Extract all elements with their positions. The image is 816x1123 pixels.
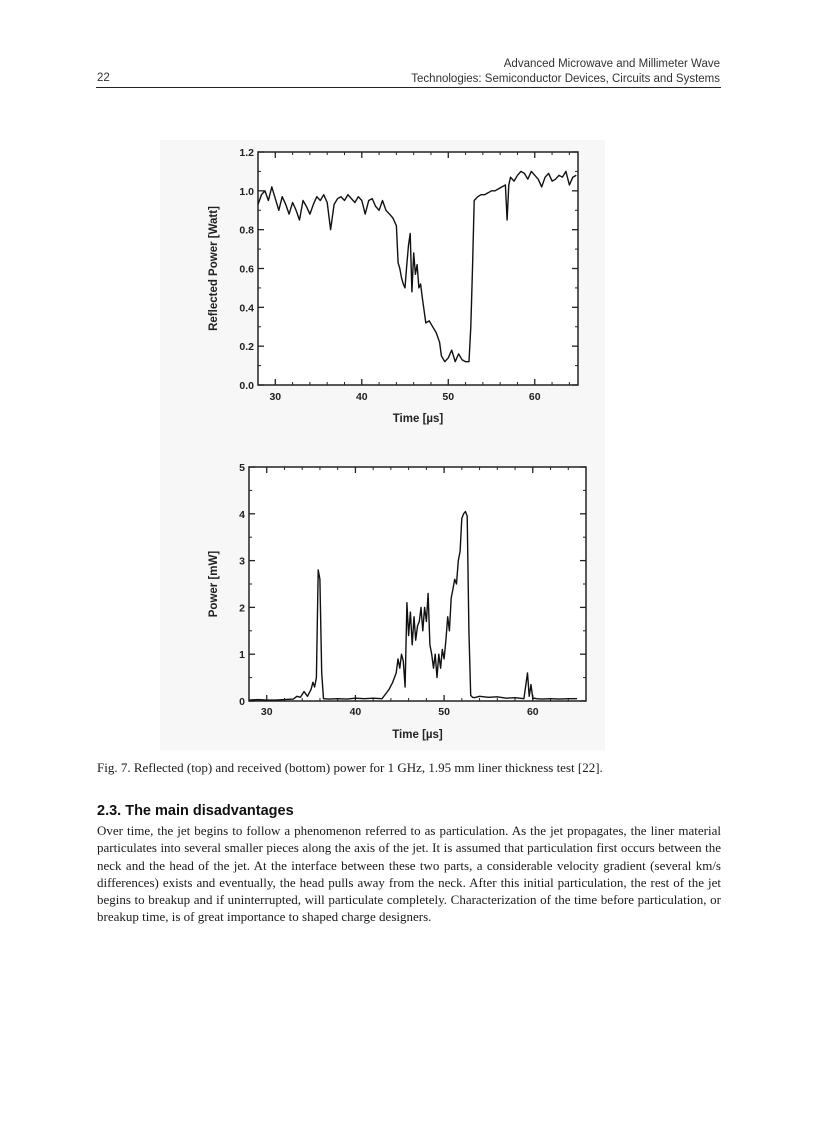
- y-axis-title: Reflected Power [Watt]: [208, 206, 220, 331]
- figure-7-charts: [160, 140, 605, 750]
- section-paragraph: Over time, the jet begins to follow a phenomenon referred to as particulation. As the jet propagates, the liner material particulates into several smaller pieces along the axis of the jet. It is assumed that particulation first occurs between the neck and the head of the jet. At the interface between these two parts, a considerable velocity gradient (several km/s differences) exists and eventually, the head pulls away from the neck. After this initial particulation, the rest of the jet begins to breakup and if uninterrupted, will particulate completely. Characterization of the time before particulation, or breakup time, is of great importance to shaped charge designers.: [97, 823, 721, 925]
- y-tick-label: 3: [239, 555, 245, 568]
- y-tick-label: 2: [239, 602, 245, 615]
- y-tick-label: 1.0: [239, 185, 254, 198]
- y-tick-label: 0.6: [239, 263, 254, 276]
- page-number: 22: [97, 72, 110, 84]
- section-heading: 2.3. The main disadvantages: [97, 803, 294, 819]
- x-tick-label: 40: [355, 391, 368, 403]
- y-tick-label: 1.2: [239, 147, 254, 159]
- x-tick-label: 30: [260, 706, 273, 718]
- figure-caption: Fig. 7. Reflected (top) and received (bottom) power for 1 GHz, 1.95 mm liner thickness test [22].: [97, 760, 603, 775]
- y-tick-label: 0.8: [239, 224, 254, 237]
- y-tick-label: 4: [239, 508, 245, 521]
- y-tick-label: 0.0: [239, 380, 254, 392]
- y-tick-label: 0.2: [239, 341, 254, 354]
- header-rule: [96, 87, 721, 88]
- y-tick-label: 0.4: [239, 302, 254, 315]
- x-tick-label: 50: [438, 706, 450, 718]
- figure-7: [160, 140, 605, 750]
- x-tick-label: 60: [528, 391, 541, 403]
- chart-received-power: [208, 462, 586, 741]
- y-tick-label: 0: [239, 696, 245, 708]
- x-axis-title: Time [µs]: [392, 729, 443, 741]
- y-tick-label: 5: [239, 462, 245, 474]
- plot-frame: [249, 467, 586, 701]
- book-title-line-1: Advanced Microwave and Millimeter Wave: [503, 58, 720, 70]
- running-header: [300, 57, 720, 87]
- book-title-line-2: Technologies: Semiconductor Devices, Circuits and Systems: [411, 73, 720, 85]
- chart-reflected-power: [208, 147, 578, 425]
- x-tick-label: 50: [442, 391, 455, 403]
- x-tick-label: 30: [269, 391, 282, 403]
- x-axis-title: Time [µs]: [392, 413, 444, 425]
- y-axis-title: Power [mW]: [208, 550, 220, 618]
- x-tick-label: 40: [349, 706, 362, 718]
- x-tick-label: 60: [526, 706, 539, 718]
- y-tick-label: 1: [239, 649, 245, 662]
